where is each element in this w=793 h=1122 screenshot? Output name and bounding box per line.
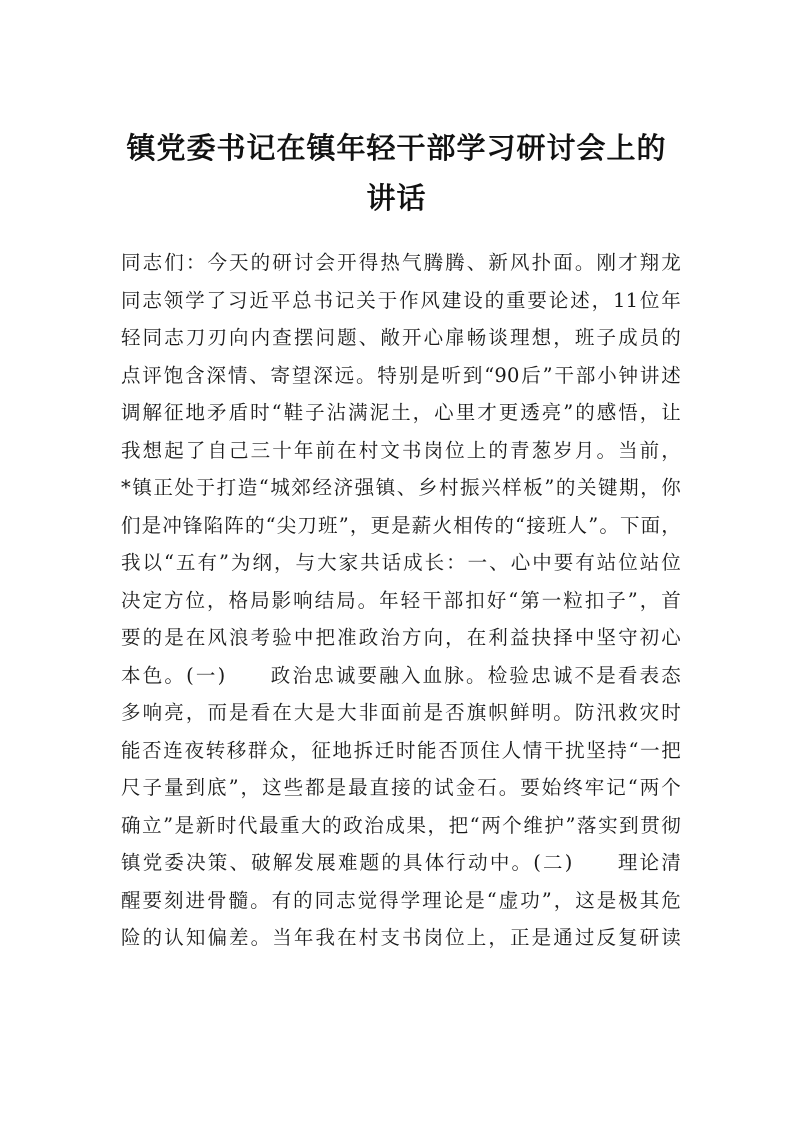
body-line: 险的认知偏差。当年我在村支书岗位上，正是通过反复研读: [121, 926, 681, 949]
body-line: 点评饱含深情、寄望深远。特别是听到“90后”干部小钟讲述: [121, 363, 681, 387]
body-line: 多响亮，而是看在大是大非面前是否旗帜鲜明。防汛救灾时: [121, 701, 681, 724]
body-line: 轻同志刀刃向内查摆问题、敞开心扉畅谈理想，班子成员的: [121, 326, 681, 349]
body-line: 镇党委决策、破解发展难题的具体行动中。(二) 理论清: [121, 851, 681, 874]
body-line: 们是冲锋陷阵的“尖刀班”，更是薪火相传的“接班人”。下面，: [121, 513, 681, 537]
body-line: 我想起了自己三十年前在村文书岗位上的青葱岁月。当前，: [121, 438, 681, 462]
document-title-line-2: 讲话: [366, 181, 427, 215]
body-line: 调解征地矛盾时“鞋子沾满泥土，心里才更透亮”的感悟，让: [121, 401, 681, 424]
body-line: 本色。(一) 政治忠诚要融入血脉。检验忠诚不是看表态: [121, 663, 681, 687]
body-line: 同志们：今天的研讨会开得热气腾腾、新风扑面。刚才翔龙: [121, 251, 681, 274]
body-line: *镇正处于打造“城郊经济强镇、乡村振兴样板”的关键期，你: [121, 476, 681, 499]
body-line: 同志领学了习近平总书记关于作风建设的重要论述，11位年: [121, 288, 681, 312]
body-line: 决定方位，格局影响结局。年轻干部扣好“第一粒扣子”，首: [121, 588, 681, 612]
document-body: [121, 244, 681, 957]
body-line: 尺子量到底”，这些都是最直接的试金石。要始终牢记“两个: [121, 776, 681, 799]
body-line: 要的是在风浪考验中把准政治方向，在利益抉择中坚守初心: [121, 626, 681, 649]
body-line: 醒要刻进骨髓。有的同志觉得学理论是“虚功”，这是极其危: [121, 888, 681, 912]
body-line: 我以“五有”为纲，与大家共话成长：一、心中要有站位站位: [121, 551, 681, 574]
body-line: 确立”是新时代最重大的政治成果，把“两个维护”落实到贯彻: [121, 813, 681, 837]
body-line: 能否连夜转移群众，征地拆迁时能否顶住人情干扰坚持“一把: [121, 738, 681, 762]
document-title-line-1: 镇党委书记在镇年轻干部学习研讨会上的: [126, 131, 667, 165]
